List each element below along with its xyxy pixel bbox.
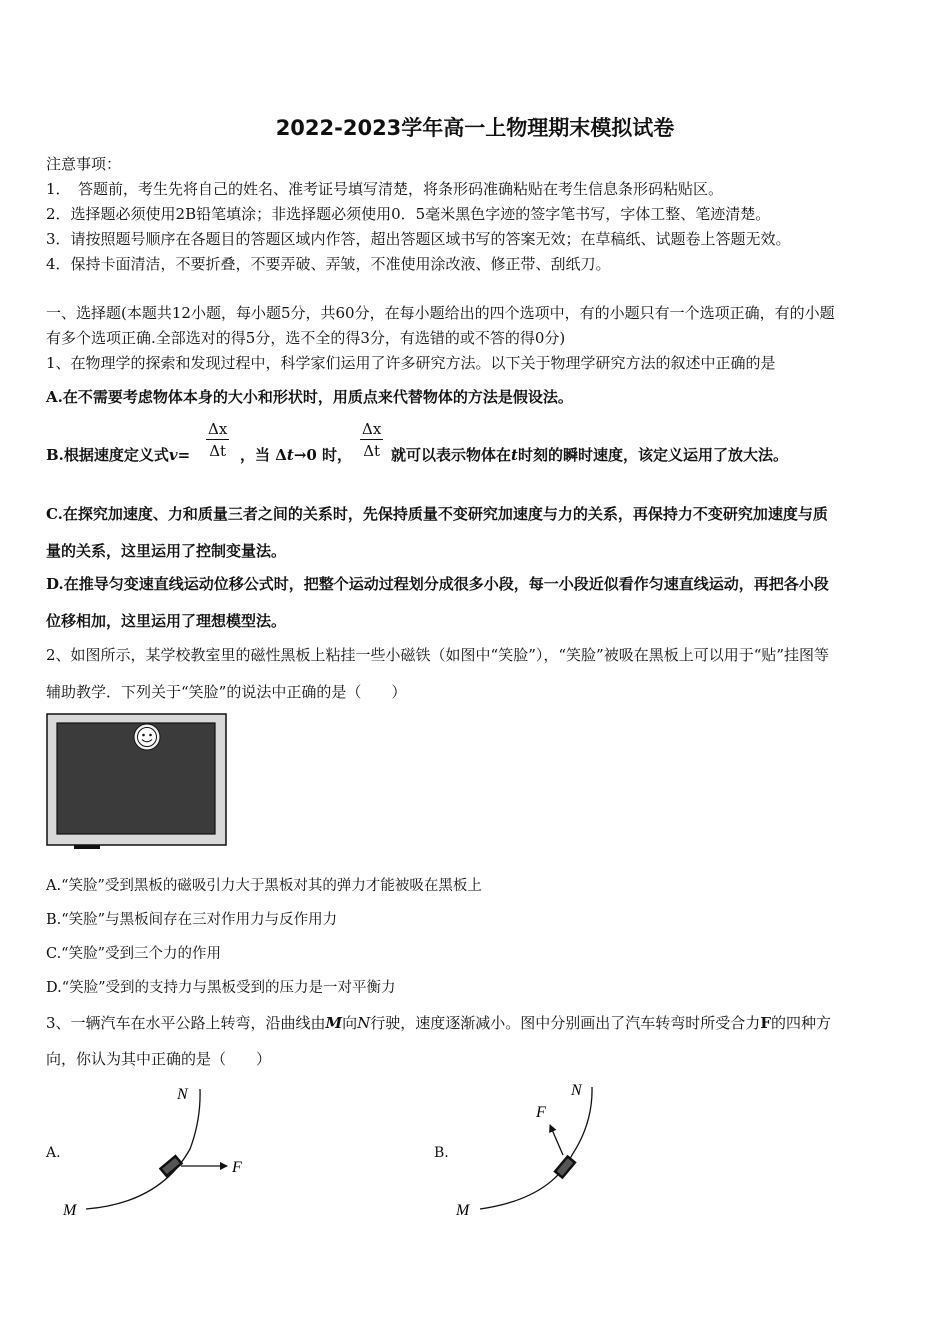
q1-option-c-cont: 量的关系，这里运用了控制变量法。 <box>46 542 287 560</box>
label-m: M <box>63 1202 77 1219</box>
label-f: F <box>536 1104 546 1121</box>
notice-item: 4．保持卡面清洁，不要折叠，不要弄破、弄皱，不准使用涂改液、修正带、刮纸刀。 <box>46 255 611 273</box>
q2-option-b: B.“笑脸”与黑板间存在三对作用力与反作用力 <box>46 912 338 928</box>
notice-heading: 注意事项： <box>46 155 122 173</box>
smiley-magnet-icon <box>134 724 160 750</box>
question-1-stem: 1、在物理学的探索和发现过程中，科学家们运用了许多研究方法。以下关于物理学研究方法的叙述中正确的是 <box>46 354 776 372</box>
question-2-stem-cont: 辅助教学．下列关于“笑脸”的说法中正确的是（ ） <box>46 683 407 701</box>
q2-option-d: D.“笑脸”受到的支持力与黑板受到的压力是一对平衡力 <box>46 980 396 996</box>
label-n: N <box>177 1086 188 1103</box>
curve-figure-a <box>60 1075 260 1225</box>
q1-option-c: C.在探究加速度、力和质量三者之间的关系时，先保持质量不变研究加速度与力的关系，再保持力不变研究加速度与质 <box>46 505 828 523</box>
q2-option-c: C.“笑脸”受到三个力的作用 <box>46 946 222 962</box>
label-n: N <box>571 1082 582 1099</box>
chalk-tray <box>74 845 100 849</box>
label-f: F <box>232 1159 242 1176</box>
question-3-stem: 3、一辆汽车在水平公路上转弯，沿曲线由M向N行驶，速度逐渐减小。图中分别画出了汽车转弯时所受合力F的四种方 <box>46 1014 831 1032</box>
q1-option-d: D.在推导匀变速直线运动位移公式时，把整个运动过程划分成很多小段，每一小段近似看作匀速直线运动，再把各小段 <box>46 575 829 593</box>
q3-option-a-label: A. <box>46 1145 61 1161</box>
q1-option-b-end: 就可以表示物体在t时刻的瞬时速度，该定义运用了放大法。 <box>391 446 788 464</box>
q3-option-b-label: B. <box>434 1145 449 1161</box>
q1-option-d-cont: 位移相加，这里运用了理想模型法。 <box>46 612 287 630</box>
label-m: M <box>456 1202 470 1219</box>
question-2-stem: 2、如图所示，某学校教室里的磁性黑板上粘挂一些小磁铁（如图中“笑脸”），“笑脸”被吸在黑板上可以用于“贴”挂图等 <box>46 646 830 664</box>
force-arrow <box>550 1125 563 1155</box>
question-3-stem-cont: 向，你认为其中正确的是（ ） <box>46 1050 272 1068</box>
q1-option-b-mid: ，当 Δt→0 时， <box>240 446 353 464</box>
q2-option-a: A.“笑脸”受到黑板的磁吸引力大于黑板对其的弹力才能被吸在黑板上 <box>46 878 482 894</box>
notice-item: 2．选择题必须使用2B铅笔填涂；非选择题必须使用0．5毫米黑色字迹的签字笔书写，字体工整、笔迹清楚。 <box>46 205 771 223</box>
q1-option-a: A.在不需要考虑物体本身的大小和形状时，用质点来代替物体的方法是假设法。 <box>46 388 573 406</box>
trajectory-curve <box>86 1089 200 1209</box>
ratio-fraction: $\frac{\Delta x}{\Delta t}$ <box>362 420 382 460</box>
blackboard-figure <box>46 713 228 851</box>
curve-figure-b <box>450 1075 650 1225</box>
page-title: 2022-2023学年高一上物理期末模拟试卷 <box>275 116 675 140</box>
section-intro: 有多个选项正确.全部选对的得5分，选不全的得3分，有选错的或不答的得0分) <box>46 329 566 347</box>
q1-option-b: B.根据速度定义式v= <box>46 446 191 464</box>
section-intro: 一、选择题(本题共12小题，每小题5分，共60分，在每小题给出的四个选项中，有的小题只有一个选项正确，有的小题 <box>46 304 835 322</box>
notice-item: 3．请按照题号顺序在各题目的答题区域内作答，超出答题区域书写的答案无效；在草稿纸、试题卷上答题无效。 <box>46 230 791 248</box>
notice-item: 1． 答题前，考生先将自己的姓名、准考证号填写清楚，将条形码准确粘贴在考生信息条形码粘贴区。 <box>46 180 724 198</box>
velocity-fraction: $\frac{\Delta x}{\Delta t}$ <box>208 420 228 460</box>
